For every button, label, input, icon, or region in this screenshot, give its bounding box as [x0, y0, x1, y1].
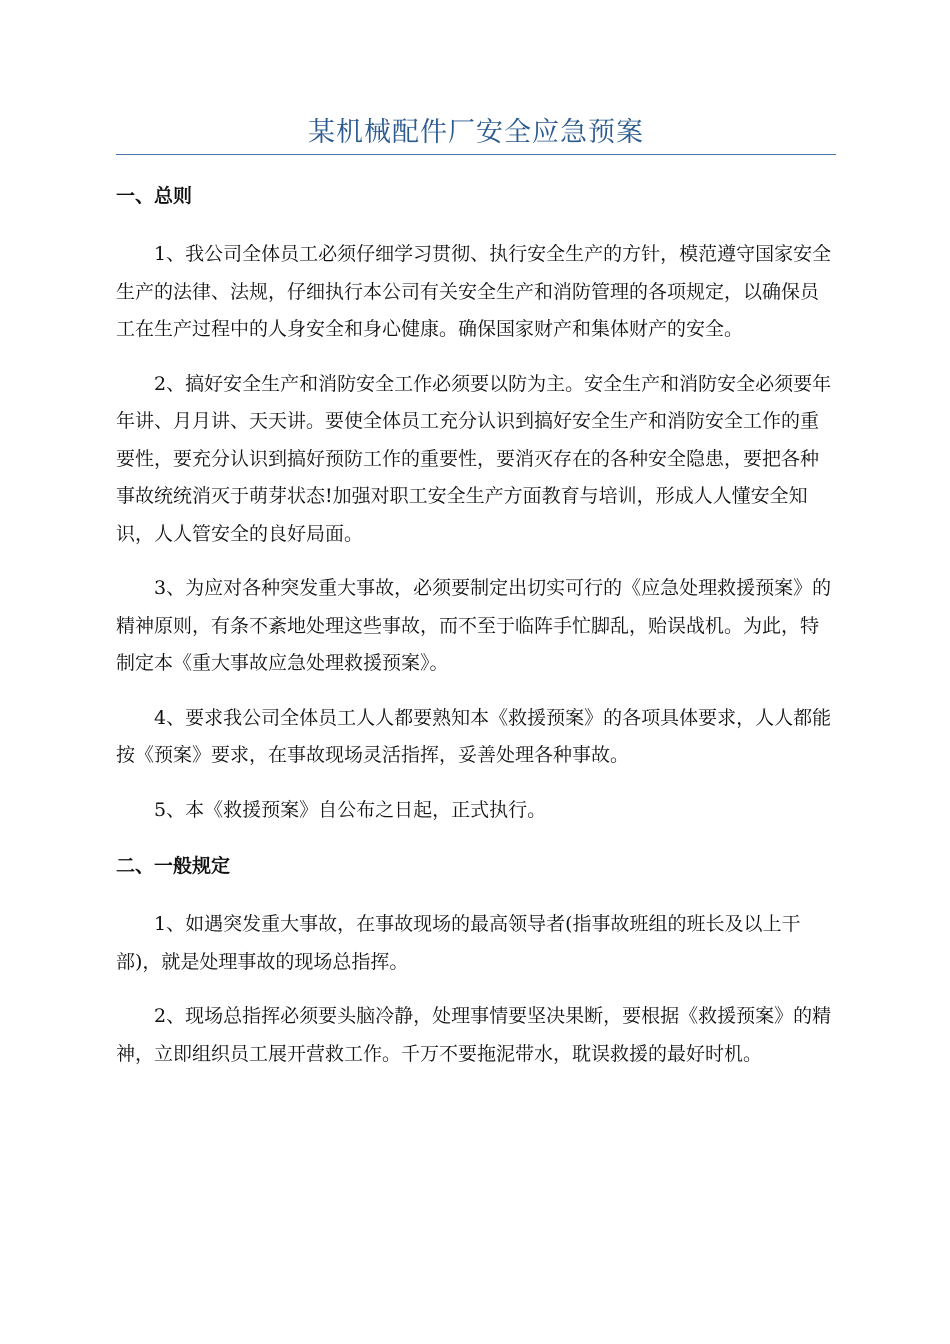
paragraph: 1、如遇突发重大事故，在事故现场的最高领导者(指事故班组的班长及以上干部)，就是处理事故的现场总指挥。 [116, 913, 801, 973]
paragraph: 3、为应对各种突发重大事故，必须要制定出切实可行的《应急处理救援预案》的精神原则，有条不紊地处理这些事故，而不至于临阵手忙脚乱，贻误战机。为此，特制定本《重大事故应急处理救援预案》。 [116, 577, 832, 674]
document-title: 某机械配件厂安全应急预案 [308, 117, 644, 148]
paragraph: 5、本《救援预案》自公布之日起，正式执行。 [154, 798, 547, 821]
paragraph: 4、要求我公司全体员工人人都要熟知本《救援预案》的各项具体要求，人人都能按《预案》要求，在事故现场灵活指挥，妥善处理各种事故。 [116, 706, 832, 766]
paragraph: 2、搞好安全生产和消防安全工作必须要以防为主。安全生产和消防安全必须要年年讲、月月讲、天天讲。要使全体员工充分认识到搞好安全生产和消防安全工作的重要性，要充分认识到搞好预防工作的重要性，要消灭存在的各种安全隐患，要把各种事故统统消灭于萌芽状态!加强对职工安全生产方面教育与培训，形成人人懂安全知识，人人管安全的良好局面。 [116, 372, 832, 545]
paragraph: 2、现场总指挥必须要头脑冷静，处理事情要坚决果断，要根据《救援预案》的精神，立即组织员工展开营救工作。千万不要拖泥带水，耽误救援的最好时机。 [116, 1005, 832, 1065]
title-underline [116, 154, 836, 155]
section-heading-general: 一、总则 [116, 185, 193, 207]
paragraph: 1、我公司全体员工必须仔细学习贯彻、执行安全生产的方针，模范遵守国家安全生产的法律、法规，仔细执行本公司有关安全生产和消防管理的各项规定，以确保员工在生产过程中的人身安全和身心健康。确保国家财产和集体财产的安全。 [116, 243, 832, 340]
section-heading-general-rules: 二、一般规定 [116, 855, 231, 877]
document-page [116, 0, 836, 1073]
